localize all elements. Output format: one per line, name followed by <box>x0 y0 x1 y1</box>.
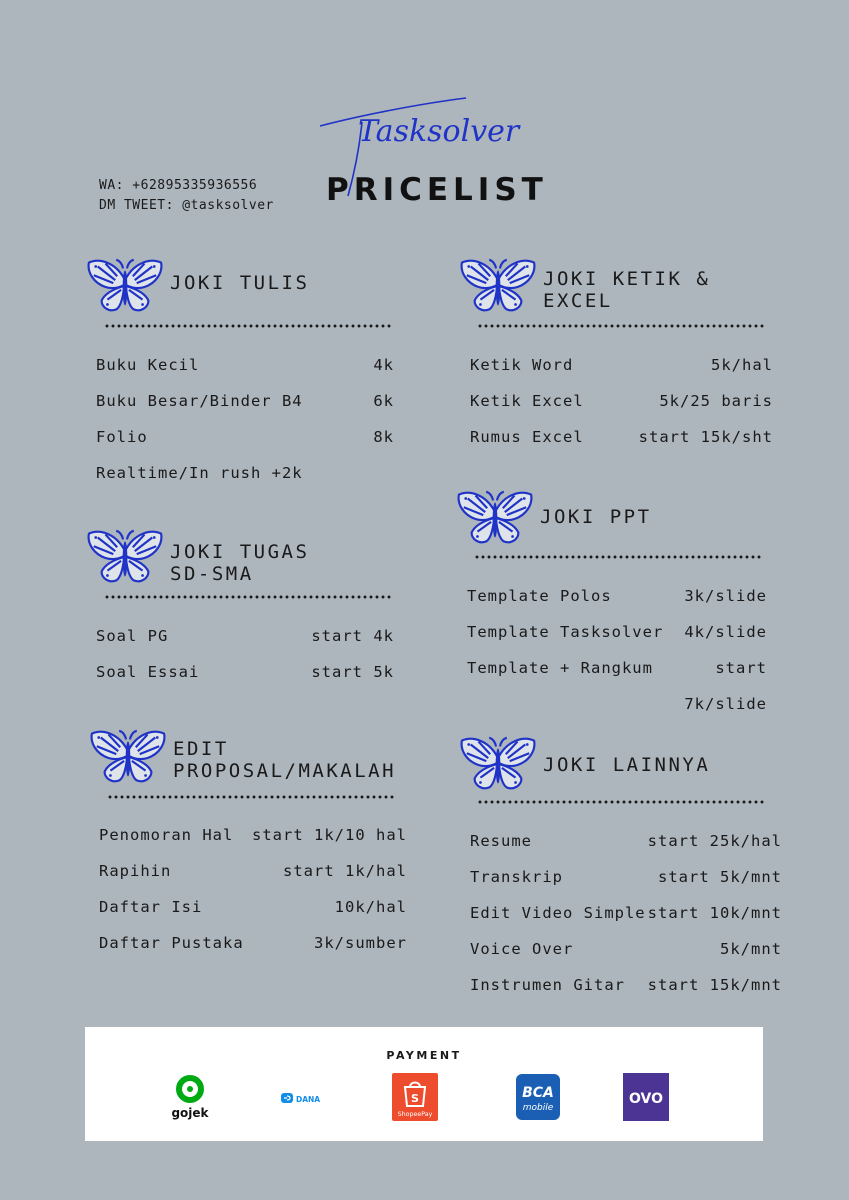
price-row <box>96 654 394 690</box>
price-row <box>470 419 773 455</box>
brand-header <box>318 92 568 208</box>
section-title: JOKI LAINNYA <box>543 754 711 776</box>
price-list <box>96 347 394 491</box>
item-price: start 5k/mnt <box>658 868 782 886</box>
price-list <box>470 823 782 1003</box>
item-name: Edit Video Simple <box>470 904 646 922</box>
section-joki-ppt <box>456 490 786 713</box>
contact-info <box>99 176 274 216</box>
section-title: JOKI KETIK & EXCEL <box>543 268 711 312</box>
item-name: Buku Kecil <box>96 356 200 374</box>
item-price: start 4k <box>311 627 394 645</box>
price-row <box>96 455 394 491</box>
price-list <box>467 578 767 722</box>
item-name: Buku Besar/Binder B4 <box>96 392 303 410</box>
item-name: Resume <box>470 832 532 850</box>
item-name: Ketik Excel <box>470 392 584 410</box>
section-title: EDIT PROPOSAL/MAKALAH <box>173 738 397 782</box>
item-name: Instrumen Gitar <box>470 976 625 994</box>
section-header <box>456 490 786 548</box>
section-joki-tugas <box>86 529 406 681</box>
butterfly-icon <box>86 529 164 585</box>
price-row <box>470 859 782 895</box>
dotted-divider <box>477 800 765 804</box>
item-price: start 15k/sht <box>638 428 773 446</box>
item-name: Voice Over <box>470 940 574 958</box>
item-price: 3k/slide <box>684 587 767 605</box>
ovo-wordmark: OVO <box>628 1091 664 1107</box>
section-header <box>86 529 406 587</box>
price-row <box>470 347 773 383</box>
price-list <box>96 618 394 690</box>
item-price: 4k/slide <box>684 623 767 641</box>
butterfly-icon <box>459 736 537 792</box>
dotted-divider <box>474 555 762 559</box>
price-row <box>467 614 767 650</box>
payment-title: PAYMENT <box>386 1049 462 1062</box>
dotted-divider <box>107 795 395 799</box>
item-name: Soal Essai <box>96 663 200 681</box>
price-row <box>96 383 394 419</box>
item-name: Ketik Word <box>470 356 574 374</box>
price-row <box>470 823 782 859</box>
item-name: Realtime/In rush +2k <box>96 464 303 482</box>
whatsapp-contact: WA: +62895335936556 <box>99 178 258 193</box>
item-price: start 1k/hal <box>283 862 407 880</box>
twitter-contact: DM TWEET: @tasksolver <box>99 198 274 213</box>
section-joki-lainnya <box>459 736 799 994</box>
section-title: JOKI TULIS <box>170 272 310 294</box>
gojek-wordmark: gojek <box>171 1106 209 1120</box>
payment-panel <box>85 1027 763 1141</box>
page-title: PRICELIST <box>326 172 548 208</box>
item-name: Penomoran Hal <box>99 826 234 844</box>
item-name: Rumus Excel <box>470 428 584 446</box>
price-row <box>99 817 407 853</box>
item-name: Rapihin <box>99 862 172 880</box>
section-joki-tulis <box>86 258 406 482</box>
ovo-logo <box>623 1073 669 1121</box>
brand-script: Tasksolver <box>358 114 520 149</box>
section-joki-ketik <box>459 258 789 446</box>
item-price: 6k <box>373 392 394 410</box>
item-price: 7k/slide <box>684 695 767 713</box>
price-row <box>99 853 407 889</box>
svg-text:S: S <box>411 1092 419 1105</box>
dotted-divider <box>104 595 392 599</box>
price-row <box>467 650 767 686</box>
item-name: Template Polos <box>467 587 612 605</box>
item-price: 8k <box>373 428 394 446</box>
item-price: start 10k/mnt <box>647 904 782 922</box>
item-name: Transkrip <box>470 868 563 886</box>
butterfly-icon <box>86 258 164 314</box>
dotted-divider <box>477 324 765 328</box>
item-price: 10k/hal <box>334 898 407 916</box>
section-header <box>89 729 419 787</box>
price-list <box>99 817 407 961</box>
bca-mobile-wordmark: mobile <box>522 1103 554 1113</box>
bca-wordmark: BCA <box>522 1085 554 1101</box>
price-row <box>96 618 394 654</box>
price-list <box>470 347 773 455</box>
item-name: Template Tasksolver <box>467 623 664 641</box>
price-row <box>467 686 767 722</box>
section-title: JOKI PPT <box>540 506 652 528</box>
price-row <box>467 578 767 614</box>
gojek-logo <box>167 1073 213 1121</box>
dana-logo <box>280 1089 326 1107</box>
bca-mobile-logo <box>515 1073 561 1121</box>
item-price: 5k/mnt <box>720 940 782 958</box>
section-header <box>459 258 789 316</box>
item-price: start 15k/mnt <box>647 976 782 994</box>
dana-wordmark: DANA <box>296 1095 321 1104</box>
price-row <box>470 895 782 931</box>
item-price: 4k <box>373 356 394 374</box>
item-price: 3k/sumber <box>314 934 407 952</box>
section-header <box>459 736 799 794</box>
item-price: 5k/25 baris <box>659 392 773 410</box>
price-row <box>470 383 773 419</box>
item-price: start 1k/10 hal <box>252 826 407 844</box>
price-row <box>99 925 407 961</box>
price-row <box>470 967 782 1003</box>
section-edit-proposal <box>89 729 419 952</box>
item-name: Template + Rangkum <box>467 659 653 677</box>
item-price: start <box>715 659 767 677</box>
item-name: Soal PG <box>96 627 169 645</box>
item-name: Daftar Pustaka <box>99 934 244 952</box>
shopeepay-wordmark: ShopeePay <box>397 1111 433 1118</box>
price-row <box>96 419 394 455</box>
shopeepay-logo <box>392 1073 438 1121</box>
item-price: 5k/hal <box>711 356 773 374</box>
item-name: Daftar Isi <box>99 898 203 916</box>
butterfly-icon <box>456 490 534 546</box>
item-name: Folio <box>96 428 148 446</box>
price-row <box>99 889 407 925</box>
price-row <box>96 347 394 383</box>
item-price: start 5k <box>311 663 394 681</box>
butterfly-icon <box>89 729 167 785</box>
section-title: JOKI TUGAS SD-SMA <box>170 541 310 585</box>
section-header <box>86 258 406 316</box>
item-price: start 25k/hal <box>647 832 782 850</box>
dotted-divider <box>104 324 392 328</box>
price-row <box>470 931 782 967</box>
butterfly-icon <box>459 258 537 314</box>
